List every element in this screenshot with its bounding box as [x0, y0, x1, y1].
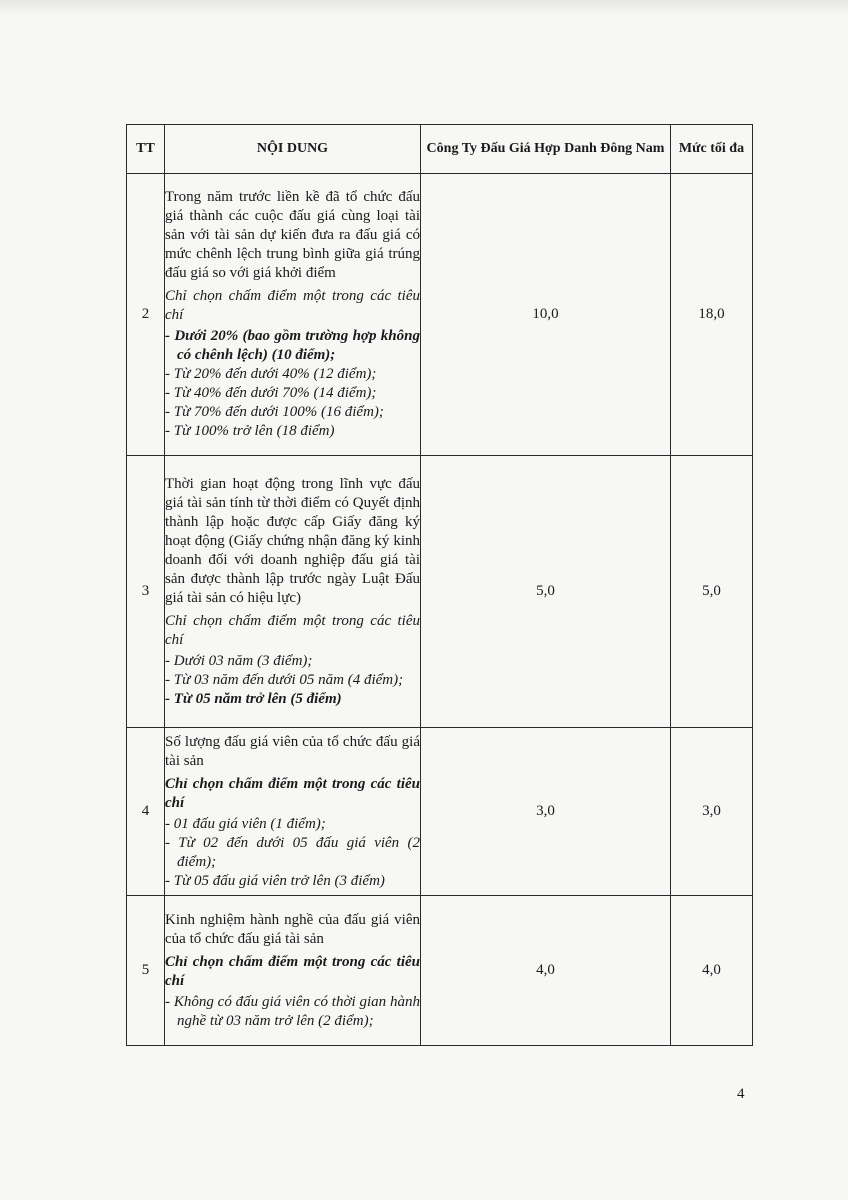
- criteria-description: Kinh nghiệm hành nghề của đấu giá viên của tổ chức đấu giá tài sản: [165, 911, 420, 947]
- criteria-option: - Từ 40% đến dưới 70% (14 điểm);: [165, 385, 377, 401]
- row-number: 4: [127, 728, 165, 896]
- criteria-instruction: Chỉ chọn chấm điểm một trong các tiêu chí: [165, 612, 420, 648]
- criteria-option: - Từ 05 năm trở lên (5 điểm): [165, 690, 342, 707]
- criteria-description: Số lượng đấu giá viên của tổ chức đấu giá tài sản: [165, 733, 420, 769]
- criteria-option: - 01 đấu giá viên (1 điểm);: [165, 815, 326, 832]
- company-score: 10,0: [421, 174, 671, 456]
- criteria-option: - Từ 70% đến dưới 100% (16 điểm);: [165, 404, 384, 420]
- header-tt: TT: [127, 125, 165, 174]
- row-number: 2: [127, 174, 165, 456]
- criteria-option: - Dưới 03 năm (3 điểm);: [165, 652, 313, 669]
- header-max: Mức tối đa: [671, 125, 753, 174]
- table-row: [127, 728, 753, 896]
- header-noi-dung: NỘI DUNG: [165, 125, 421, 174]
- criteria-option: - Từ 03 năm đến dưới 05 năm (4 điểm);: [165, 671, 404, 688]
- row-content: [165, 728, 421, 896]
- criteria-instruction: Chỉ chọn chấm điểm một trong các tiêu chí: [165, 288, 420, 323]
- table-row: [127, 896, 753, 1046]
- row-content: [165, 456, 421, 728]
- criteria-option: - Từ 20% đến dưới 40% (12 điểm);: [165, 366, 377, 382]
- criteria-option: - Từ 05 đấu giá viên trở lên (3 điểm): [165, 872, 385, 889]
- max-score: 3,0: [671, 728, 753, 896]
- criteria-option: - Từ 100% trở lên (18 điểm): [165, 423, 335, 439]
- row-number: 3: [127, 456, 165, 728]
- row-content: [165, 896, 421, 1046]
- max-score: 4,0: [671, 896, 753, 1046]
- criteria-option: - Dưới 20% (bao gồm trường hợp không có chênh lệch) (10 điểm);: [165, 328, 420, 363]
- table-row: [127, 456, 753, 728]
- criteria-option: - Từ 02 đến dưới 05 đấu giá viên (2 điểm);: [165, 834, 420, 870]
- criteria-instruction: Chỉ chọn chấm điểm một trong các tiêu chí: [165, 953, 420, 989]
- header-company: Công Ty Đấu Giá Hợp Danh Đông Nam: [421, 125, 671, 174]
- criteria-instruction: Chỉ chọn chấm điểm một trong các tiêu chí: [165, 775, 420, 811]
- table-row: [127, 174, 753, 456]
- page-number: 4: [737, 1086, 745, 1102]
- company-score: 5,0: [421, 456, 671, 728]
- table-header-row: [127, 125, 753, 174]
- row-number: 5: [127, 896, 165, 1046]
- criteria-description: Thời gian hoạt động trong lĩnh vực đấu giá tài sản tính từ thời điểm có Quyết định thành lập hoặc được cấp Giấy đăng ký hoạt động (Giấy chứng nhận đăng ký kinh doanh đối với doanh nghiệp đấu giá tài sản được thành lập trước ngày Luật Đấu giá tài sản có hiệu lực): [165, 475, 420, 606]
- scan-edge: [0, 0, 848, 14]
- criteria-option: - Không có đấu giá viên có thời gian hành nghề từ 03 năm trở lên (2 điểm);: [165, 993, 420, 1029]
- max-score: 5,0: [671, 456, 753, 728]
- company-score: 3,0: [421, 728, 671, 896]
- criteria-description: Trong năm trước liền kề đã tổ chức đấu giá thành các cuộc đấu giá cùng loại tài sản với tài sản dự kiến đưa ra đấu giá có mức chênh lệch trung bình giữa giá trúng đấu giá so với giá khởi điểm: [165, 189, 420, 281]
- scoring-table: [126, 124, 753, 1046]
- row-content: [165, 174, 421, 456]
- company-score: 4,0: [421, 896, 671, 1046]
- max-score: 18,0: [671, 174, 753, 456]
